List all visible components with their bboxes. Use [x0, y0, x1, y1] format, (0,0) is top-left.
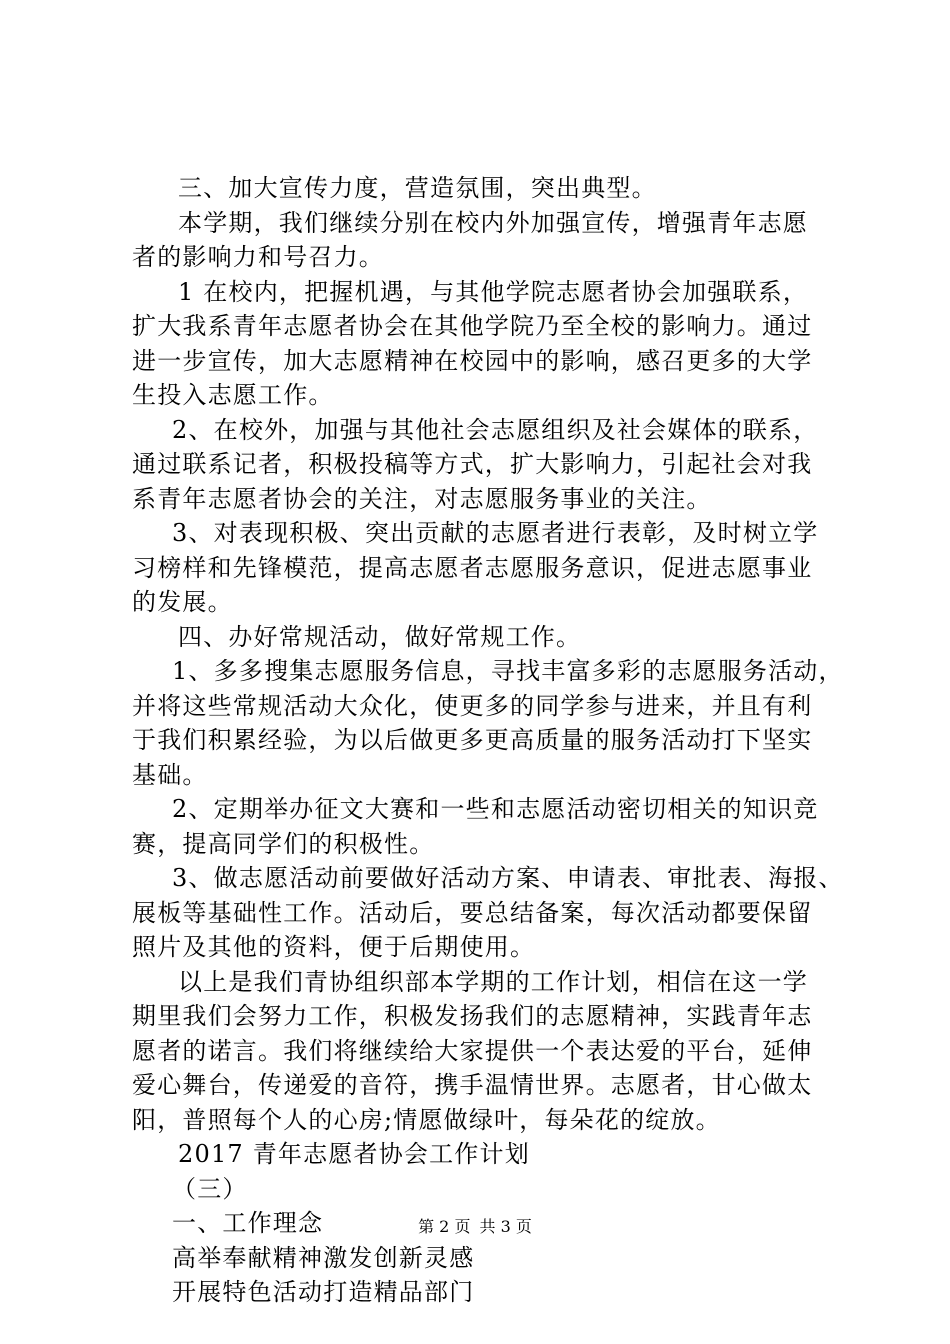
- text-line: 生投入志愿工作。: [132, 381, 334, 409]
- text-line: 3、对表现积极、突出贡献的志愿者进行表彰，及时树立学: [172, 519, 819, 547]
- text-line: 展板等基础性工作。活动后，要总结备案，每次活动都要保留: [132, 898, 813, 927]
- text-line: 愿者的诺言。我们将继续给大家提供一个表达爱的平台，延伸: [132, 1036, 813, 1065]
- text-line: 1 在校内，把握机遇，与其他学院志愿者协会加强联系，: [178, 277, 809, 306]
- text-line: 阳，普照每个人的心房;情愿做绿叶，每朵花的绽放。: [132, 1105, 721, 1134]
- text-line: 三、加大宣传力度，营造氛围，突出典型。: [178, 174, 657, 202]
- text-line: 的发展。: [132, 588, 233, 616]
- text-line: 1、多多搜集志愿服务信息，寻找丰富多彩的志愿服务活动，: [172, 657, 844, 685]
- text-line: 扩大我系青年志愿者协会在其他学院乃至全校的影响力。通过: [132, 312, 813, 340]
- text-line: 基础。: [132, 760, 208, 789]
- text-line: 于我们积累经验，为以后做更多更高质量的服务活动打下坚实: [132, 726, 813, 754]
- text-line: 通过联系记者，积极投稿等方式，扩大影响力，引起社会对我: [132, 450, 813, 478]
- text-line: 并将这些常规活动大众化，使更多的同学参与进来，并且有利: [132, 691, 813, 720]
- page-total: 共 3 页: [479, 1217, 532, 1236]
- text-line: 本学期，我们继续分别在校内外加强宣传，增强青年志愿: [178, 208, 808, 237]
- text-line: 以上是我们青协组织部本学期的工作计划，相信在这一学: [178, 967, 808, 996]
- text-line: 2017 青年志愿者协会工作计划: [178, 1140, 530, 1168]
- text-line: 者的影响力和号召力。: [132, 243, 384, 271]
- text-line: 爱心舞台，传递爱的音符，携手温情世界。志愿者，甘心做太: [132, 1071, 813, 1099]
- text-line: 开展特色活动打造精品部门: [172, 1278, 475, 1306]
- document-body: [132, 171, 844, 1310]
- page-number: 第 2 页: [418, 1217, 471, 1236]
- page-footer: [0, 1216, 950, 1238]
- text-line: 习榜样和先锋模范，提高志愿者志愿服务意识，促进志愿事业: [132, 553, 813, 582]
- text-line: （三）: [172, 1174, 248, 1203]
- text-line: 3、做志愿活动前要做好活动方案、申请表、审批表、海报、: [172, 864, 844, 892]
- text-line: 照片及其他的资料，便于后期使用。: [132, 933, 536, 961]
- text-line: 2、在校外，加强与其他社会志愿组织及社会媒体的联系，: [172, 415, 819, 444]
- text-line: 期里我们会努力工作，积极发扬我们的志愿精神，实践青年志: [132, 1002, 813, 1030]
- text-line: 四、办好常规活动，做好常规工作。: [178, 622, 582, 651]
- text-line: 系青年志愿者协会的关注，对志愿服务事业的关注。: [132, 484, 712, 513]
- text-line: 2、定期举办征文大赛和一些和志愿活动密切相关的知识竞: [172, 795, 819, 823]
- text-line: 一、工作理念: [172, 1209, 324, 1237]
- text-line: 赛，提高同学们的积极性。: [132, 829, 435, 858]
- text-line: 高举奉献精神激发创新灵感: [172, 1243, 475, 1272]
- text-line: 进一步宣传，加大志愿精神在校园中的影响，感召更多的大学: [132, 346, 813, 375]
